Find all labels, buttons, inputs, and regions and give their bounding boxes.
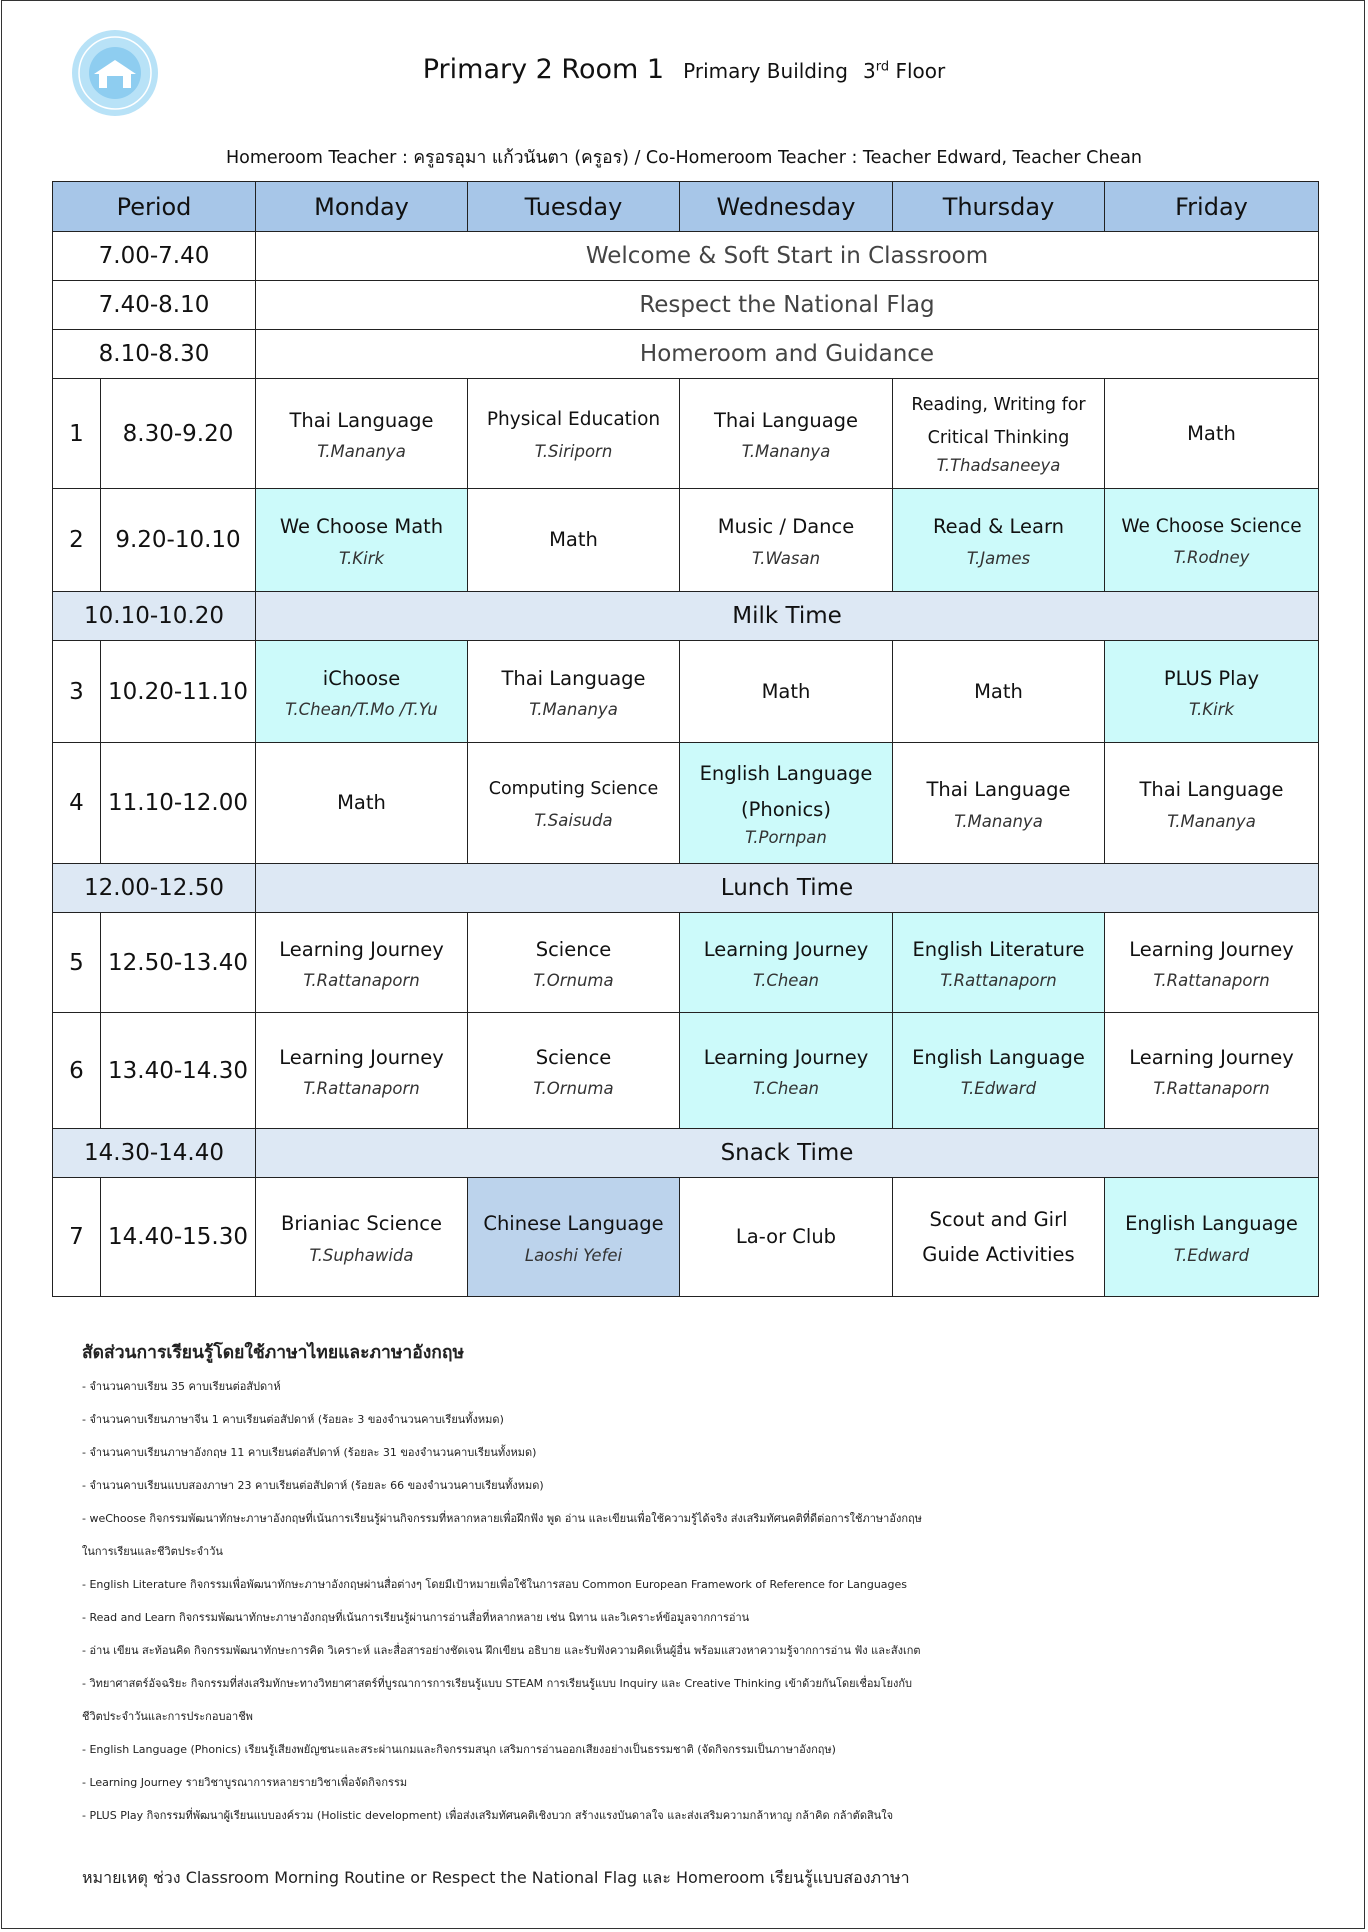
- class-cell: [680, 1178, 893, 1297]
- note-line: - จำนวนคาบเรียนภาษาอังกฤษ 11 คาบเรียนต่อสัปดาห์ (ร้อยละ 31 ของจำนวนคาบเรียนทั้งหมด): [82, 1446, 537, 1459]
- teacher: T.Siriporn: [534, 441, 613, 461]
- subject: La-or Club: [735, 1225, 837, 1249]
- subject: Read & Learn: [932, 515, 1065, 539]
- note-line: ชีวิตประจำวันและการประกอบอาชีพ: [82, 1710, 253, 1723]
- break-cell: Snack Time: [256, 1129, 1319, 1178]
- building-name: Primary Building: [683, 59, 848, 83]
- class-cell: [893, 379, 1105, 489]
- subject: Physical Education: [486, 409, 661, 431]
- teacher: T.Saisuda: [534, 810, 613, 830]
- footnote: หมายเหตุ ช่วง Classroom Morning Routine or Respect the National Flag และ Homeroom เรียนรู้แบบสองภาษา: [82, 1868, 910, 1887]
- page-title: [0, 54, 1368, 85]
- time-cell: 11.10-12.00: [101, 743, 256, 864]
- teacher: T.Wasan: [751, 548, 821, 568]
- floor-label: 3rd Floor: [863, 59, 946, 83]
- class-cell: [468, 913, 680, 1013]
- teacher: T.Ornuma: [533, 1079, 614, 1099]
- header-monday: Monday: [256, 182, 468, 232]
- time-cell: 10.20-11.10: [101, 641, 256, 743]
- teacher: T.Rattanaporn: [940, 971, 1057, 991]
- subject: We Choose Math: [279, 515, 444, 539]
- note-line: - English Literature กิจกรรมเพื่อพัฒนาทักษะภาษาอังกฤษผ่านสื่อต่างๆ โดยมีเป้าหมายเพื่อใช้ในการสอบ Common European Framework of Reference for Languages: [82, 1578, 908, 1591]
- class-cell: [468, 1013, 680, 1129]
- subject: Thai Language: [713, 408, 859, 432]
- subject: Math: [1187, 421, 1236, 445]
- period-number: 3: [53, 641, 101, 743]
- subject: English Language: [1125, 1212, 1298, 1236]
- period-number: 6: [53, 1013, 101, 1129]
- time-cell: 7.00-7.40: [53, 232, 256, 281]
- class-cell: [1105, 913, 1319, 1013]
- class-cell: [468, 1178, 680, 1297]
- time-cell: 7.40-8.10: [53, 281, 256, 330]
- note-line: - อ่าน เขียน สะท้อนคิด กิจกรรมพัฒนาทักษะการคิด วิเคราะห์ และสื่อสารอย่างชัดเจน ฝึกเขียน อธิบาย และรับฟังความคิดเห็นผู้อื่น พร้อมแสวงหาความรู้จากการอ่าน ฟัง และสังเกต: [82, 1644, 921, 1657]
- subject: English Literature: [912, 937, 1085, 961]
- class-cell: [468, 489, 680, 592]
- time-cell: 9.20-10.10: [101, 489, 256, 592]
- time-cell: 14.40-15.30: [101, 1178, 256, 1297]
- subject-line-2: Critical Thinking: [927, 428, 1070, 448]
- table-row: [53, 232, 1319, 281]
- class-cell: [893, 489, 1105, 592]
- teacher: T.Edward: [1173, 1245, 1250, 1265]
- table-row: [53, 1129, 1319, 1178]
- note-line: - วิทยาศาสตร์อัจฉริยะ กิจกรรมที่ส่งเสริมทักษะทางวิทยาศาสตร์ที่บูรณาการการเรียนรู้แบบ STEAM การเรียนรู้แบบ Inquiry และ Creative Thinking เข้าด้วยกันโดยเชื่อมโยงกับ: [82, 1677, 913, 1690]
- note-line: - Learning Journey รายวิชาบูรณาการหลายรายวิชาเพื่อจัดกิจกรรม: [82, 1776, 408, 1789]
- class-cell: [893, 641, 1105, 743]
- subject: We Choose Science: [1121, 516, 1302, 538]
- subject: Music / Dance: [717, 515, 855, 539]
- class-cell: [256, 379, 468, 489]
- time-cell: 8.10-8.30: [53, 330, 256, 379]
- subject-line-2: (Phonics): [741, 797, 831, 821]
- subject-line-1: English Language: [699, 762, 873, 786]
- teacher: T.Ornuma: [533, 971, 614, 991]
- band-cell: Respect the National Flag: [256, 281, 1319, 330]
- subject: Learning Journey: [1129, 937, 1294, 961]
- notes-heading: สัดส่วนการเรียนรู้โดยใช้ภาษาไทยและภาษาอังกฤษ: [82, 1343, 465, 1363]
- teacher: T.Rattanaporn: [303, 1079, 420, 1099]
- teacher: T.Mananya: [954, 811, 1043, 831]
- subject: Learning Journey: [703, 937, 869, 961]
- teacher: Laoshi Yefei: [524, 1245, 623, 1265]
- time-cell: 14.30-14.40: [53, 1129, 256, 1178]
- period-number: 1: [53, 379, 101, 489]
- class-cell: [468, 379, 680, 489]
- note-line: - จำนวนคาบเรียนแบบสองภาษา 23 คาบเรียนต่อสัปดาห์ (ร้อยละ 66 ของจำนวนคาบเรียนทั้งหมด): [82, 1479, 544, 1492]
- time-cell: 12.00-12.50: [53, 864, 256, 913]
- period-number: 5: [53, 913, 101, 1013]
- class-cell: [893, 913, 1105, 1013]
- table-row: [53, 330, 1319, 379]
- band-cell: Homeroom and Guidance: [256, 330, 1319, 379]
- class-cell: [1105, 1178, 1319, 1297]
- subject-line-1: Reading, Writing for: [911, 394, 1086, 415]
- header-tuesday: Tuesday: [468, 182, 680, 232]
- subject: Thai Language: [926, 778, 1071, 802]
- period-number: 4: [53, 743, 101, 864]
- note-line: - PLUS Play กิจกรรมที่พัฒนาผู้เรียนแบบองค์รวม (Holistic development) เพื่อส่งเสริมทัศนคติเชิงบวก สร้างแรงบันดาลใจ และส่งเสริมความกล้าหาญ กล้าคิด กล้าตัดสินใจ: [82, 1809, 894, 1822]
- subject-line-1: Scout and Girl: [929, 1207, 1068, 1231]
- header-row: [53, 182, 1319, 232]
- class-cell: [468, 641, 680, 743]
- class-cell: [256, 743, 468, 864]
- class-cell: [256, 1013, 468, 1129]
- class-cell: [1105, 743, 1319, 864]
- teacher: T.James: [966, 548, 1031, 568]
- teacher: T.Mananya: [529, 700, 618, 720]
- teacher: T.Rattanaporn: [1153, 971, 1270, 991]
- class-cell: [256, 489, 468, 592]
- subject: English Language: [912, 1045, 1085, 1069]
- teacher: T.Mananya: [317, 442, 406, 462]
- class-cell: [680, 489, 893, 592]
- timetable: [52, 181, 1319, 1297]
- note-line: ในการเรียนและชีวิตประจำวัน: [82, 1545, 223, 1558]
- table-row: [53, 1013, 1319, 1129]
- subject: Thai Language: [1139, 778, 1284, 802]
- teacher: T.Kirk: [338, 548, 385, 568]
- teacher: T.Rodney: [1173, 547, 1250, 567]
- subject: Math: [549, 528, 598, 552]
- class-cell: [893, 1013, 1105, 1129]
- table-row: [53, 864, 1319, 913]
- teacher: T.Chean: [752, 1079, 820, 1099]
- time-cell: 8.30-9.20: [101, 379, 256, 489]
- table-row: [53, 641, 1319, 743]
- subject: Math: [761, 679, 811, 703]
- teacher: T.Suphawida: [309, 1245, 414, 1265]
- table-row: [53, 913, 1319, 1013]
- period-number: 2: [53, 489, 101, 592]
- header-period: Period: [53, 182, 256, 232]
- subject: Computing Science: [488, 779, 659, 800]
- teacher: T.Chean: [752, 971, 820, 991]
- time-cell: 10.10-10.20: [53, 592, 256, 641]
- table-row: [53, 379, 1319, 489]
- period-number: 7: [53, 1178, 101, 1297]
- note-line: - weChoose กิจกรรมพัฒนาทักษะภาษาอังกฤษที่เน้นการเรียนรู้ผ่านกิจกรรมที่หลากหลายเพื่อฝึกฟัง พูด อ่าน และเขียนเพื่อใช้ความรู้ได้จริง ส่งเสริมทัศนคติที่ดีต่อการใช้ภาษาอังกฤษ: [82, 1512, 922, 1525]
- teacher: T.Kirk: [1188, 700, 1235, 720]
- class-cell: [893, 1178, 1105, 1297]
- break-cell: Lunch Time: [256, 864, 1319, 913]
- subject: Thai Language: [289, 408, 434, 432]
- table-row: [53, 489, 1319, 592]
- note-line: - English Language (Phonics) เรียนรู้เสียงพยัญชนะและสระผ่านเกมและกิจกรรมสนุก เสริมการอ่านออกเสียงอย่างเป็นธรรมชาติ (จัดกิจกรรมเป็นภาษาอังกฤษ): [82, 1743, 836, 1756]
- class-cell: [680, 1013, 893, 1129]
- teacher: T.Rattanaporn: [303, 971, 420, 991]
- subject: Chinese Language: [483, 1212, 664, 1236]
- subject: Learning Journey: [1129, 1045, 1294, 1069]
- subject-line-2: Guide Activities: [922, 1243, 1075, 1266]
- header-wednesday: Wednesday: [680, 182, 893, 232]
- teacher: T.Mananya: [1167, 811, 1256, 831]
- subject: Science: [535, 1045, 612, 1069]
- teacher: T.Edward: [960, 1079, 1037, 1099]
- class-cell: [1105, 1013, 1319, 1129]
- class-cell: [680, 743, 893, 864]
- subject: Brianiac Science: [281, 1212, 442, 1236]
- subject: Math: [337, 791, 386, 815]
- subject: Thai Language: [501, 666, 646, 690]
- teacher: T.Rattanaporn: [1153, 1079, 1270, 1099]
- homeroom-teachers: Homeroom Teacher : ครูอรอุมา แก้วนันตา (ครูอร) / Co-Homeroom Teacher : Teacher Edward, Teacher Chean: [225, 148, 1143, 168]
- table-row: [53, 592, 1319, 641]
- subject: Learning Journey: [703, 1045, 869, 1069]
- teacher: T.Pornpan: [745, 827, 827, 847]
- class-cell: [1105, 641, 1319, 743]
- note-line: - จำนวนคาบเรียนภาษาจีน 1 คาบเรียนต่อสัปดาห์ (ร้อยละ 3 ของจำนวนคาบเรียนทั้งหมด): [82, 1413, 504, 1426]
- class-cell: [893, 743, 1105, 864]
- class-cell: [680, 913, 893, 1013]
- class-cell: [256, 913, 468, 1013]
- teacher: T.Thadsaneeya: [936, 456, 1061, 476]
- teacher: T.Chean/T.Mo /T.Yu: [285, 700, 438, 720]
- break-cell: Milk Time: [256, 592, 1319, 641]
- class-cell: [1105, 379, 1319, 489]
- table-row: [53, 281, 1319, 330]
- class-cell: [680, 379, 893, 489]
- subject: Science: [535, 937, 612, 961]
- teacher: T.Mananya: [741, 442, 831, 462]
- subject: Math: [974, 679, 1023, 703]
- note-line: - Read and Learn กิจกรรมพัฒนาทักษะภาษาอังกฤษที่เน้นการเรียนรู้ผ่านการอ่านสื่อที่หลากหลาย เช่น นิทาน และวิเคราะห์ข้อมูลจากการอ่าน: [82, 1611, 750, 1624]
- subject: Learning Journey: [279, 1045, 444, 1069]
- notes-section: [82, 1337, 1302, 1832]
- class-name: Primary 2 Room 1: [422, 54, 665, 85]
- subject: Learning Journey: [279, 937, 444, 961]
- class-cell: [256, 641, 468, 743]
- table-row: [53, 1178, 1319, 1297]
- time-cell: 13.40-14.30: [101, 1013, 256, 1129]
- note-line: - จำนวนคาบเรียน 35 คาบเรียนต่อสัปดาห์: [82, 1380, 281, 1393]
- class-cell: [256, 1178, 468, 1297]
- subject: iChoose: [322, 666, 401, 690]
- table-row: [53, 743, 1319, 864]
- class-cell: [1105, 489, 1319, 592]
- header-friday: Friday: [1105, 182, 1319, 232]
- subject: PLUS Play: [1163, 666, 1260, 690]
- time-cell: 12.50-13.40: [101, 913, 256, 1013]
- class-cell: [468, 743, 680, 864]
- band-cell: Welcome & Soft Start in Classroom: [256, 232, 1319, 281]
- header-thursday: Thursday: [893, 182, 1105, 232]
- class-cell: [680, 641, 893, 743]
